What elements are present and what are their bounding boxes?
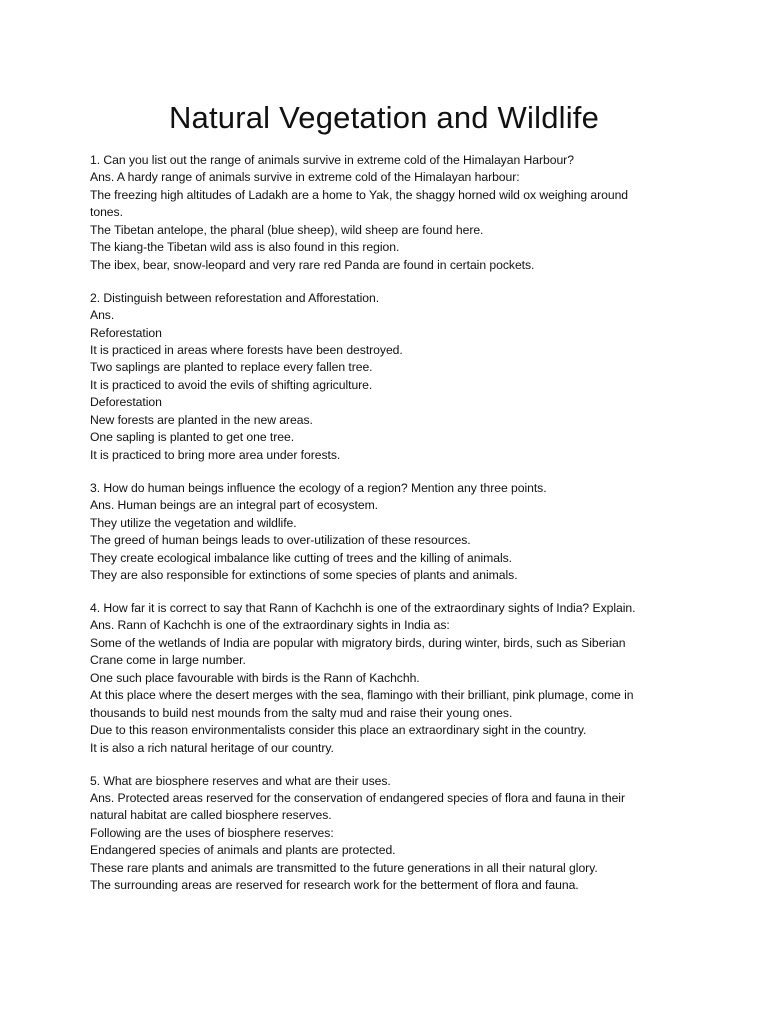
answer-line: Following are the uses of biosphere reserves: (90, 825, 334, 840)
answer-line: At this place where the desert merges with the sea, flamingo with their brilliant, pink plumage, come in (90, 688, 634, 703)
answer-line: These rare plants and animals are transmitted to the future generations in all their natural glory. (90, 860, 598, 875)
answer-text: Ans. Human beings are an integral part of ecosystem. (90, 498, 379, 513)
answer-line: They are also responsible for extinctions of some species of plants and animals. (90, 567, 518, 582)
question-2 (90, 290, 690, 465)
answer-line: It is practiced to avoid the evils of shifting agriculture. (90, 377, 373, 392)
page-title: Natural Vegetation and Wildlife (168, 100, 600, 135)
answer-line: It is practiced in areas where forests have been destroyed. (90, 343, 403, 358)
answer-line: The Tibetan antelope, the pharal (blue sheep), wild sheep are found here. (90, 222, 484, 237)
question-text: 4. How far it is correct to say that Rann of Kachchh is one of the extraordinary sights of India? Explain. (90, 600, 636, 615)
answer-text: Ans. Rann of Kachchh is one of the extraordinary sights in India as: (90, 618, 450, 633)
answer-line: The surrounding areas are reserved for research work for the betterment of flora and fauna. (90, 878, 579, 893)
question-4 (90, 600, 690, 757)
answer-line: Reforestation (90, 325, 162, 340)
question-5 (90, 773, 690, 895)
answer-line: Some of the wetlands of India are popular with migratory birds, during winter, birds, such as Siberian (90, 635, 626, 650)
answer-line: natural habitat are called biosphere reserves. (90, 808, 332, 823)
answer-text: Ans. Protected areas reserved for the conservation of endangered species of flora and fauna in their (90, 790, 625, 805)
answer-text: Ans. A hardy range of animals survive in extreme cold of the Himalayan harbour: (90, 170, 520, 185)
document-body (90, 152, 690, 910)
answer-line: The ibex, bear, snow-leopard and very rare red Panda are found in certain pockets. (90, 257, 535, 272)
question-text: 5. What are biosphere reserves and what are their uses. (90, 773, 391, 788)
question-text: 1. Can you list out the range of animals survive in extreme cold of the Himalayan Harbour? (90, 153, 574, 167)
answer-line: New forests are planted in the new areas. (90, 412, 313, 427)
question-text: 2. Distinguish between reforestation and Afforestation. (90, 290, 380, 305)
answer-line: thousands to build nest mounds from the salty mud and raise their young ones. (90, 705, 513, 720)
answer-line: The kiang-the Tibetan wild ass is also found in this region. (90, 240, 400, 255)
question-3 (90, 480, 690, 585)
answer-line: Endangered species of animals and plants are protected. (90, 843, 396, 858)
answer-line: It is practiced to bring more area under forests. (90, 447, 341, 462)
answer-line: The freezing high altitudes of Ladakh are a home to Yak, the shaggy horned wild ox weighing around (90, 187, 629, 202)
answer-line: Due to this reason environmentalists consider this place an extraordinary sight in the country. (90, 723, 587, 738)
question-text: 3. How do human beings influence the ecology of a region? Mention any three points. (90, 480, 547, 495)
answer-line: One sapling is planted to get one tree. (90, 430, 295, 445)
answer-line: They create ecological imbalance like cutting of trees and the killing of animals. (90, 550, 513, 565)
answer-line: It is also a rich natural heritage of our country. (90, 740, 334, 755)
answer-line: Deforestation (90, 395, 162, 410)
answer-line: Crane come in large number. (90, 653, 246, 668)
answer-line: They utilize the vegetation and wildlife. (90, 515, 297, 530)
answer-line: Two saplings are planted to replace every fallen tree. (90, 360, 373, 375)
question-1 (90, 152, 690, 274)
answer-line: tones. (90, 205, 123, 220)
answer-line: One such place favourable with birds is the Rann of Kachchh. (90, 670, 420, 685)
answer-text: Ans. (90, 308, 115, 323)
answer-line: The greed of human beings leads to over-utilization of these resources. (90, 533, 471, 548)
